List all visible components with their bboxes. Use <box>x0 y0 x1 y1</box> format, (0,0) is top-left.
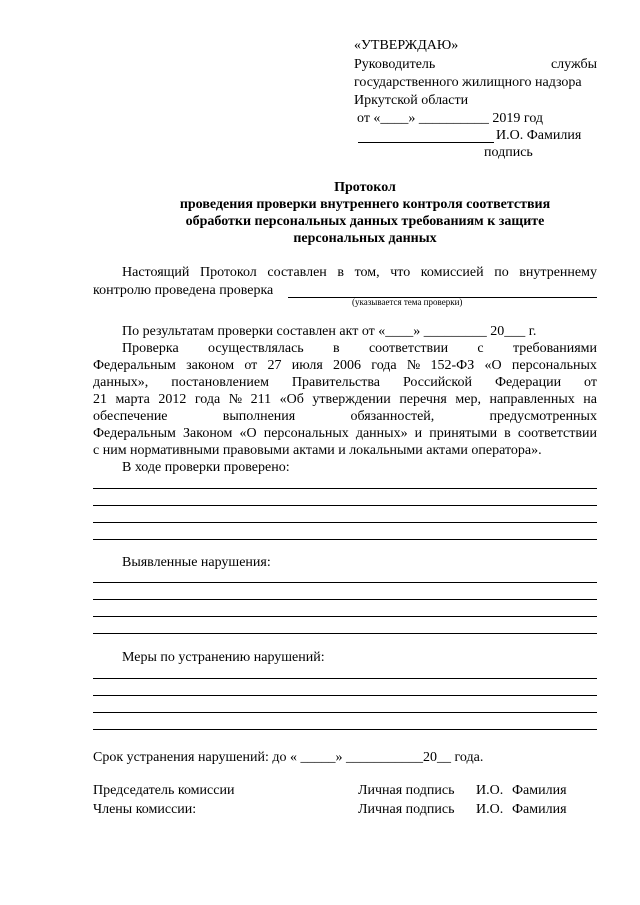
measures-line <box>93 729 597 730</box>
member-initials: И.О. <box>476 802 504 817</box>
measures-line <box>93 695 597 696</box>
chairman-initials: И.О. <box>476 783 504 798</box>
results-line-7: с ним нормативными правовыми актами и локальными актами оператора». <box>93 443 542 458</box>
members-role: Члены комиссии: <box>93 802 197 817</box>
violations-line <box>93 633 597 634</box>
chairman-signature: Личная подпись <box>358 783 455 798</box>
violations-label: Выявленные нарушения: <box>122 555 271 570</box>
violations-line <box>93 616 597 617</box>
results-line-1: Проверка осуществлялась в соответствии с требованиями <box>122 341 597 356</box>
results-line-5: обеспечение выполнения обязанностей, предусмотренных <box>93 409 597 424</box>
doc-subtitle-2: обработки персональных данных требованиям к защите <box>185 214 545 229</box>
approval-signature-line <box>358 142 494 143</box>
approval-line-3: Иркутской области <box>354 93 469 108</box>
approval-date: от «____» __________ 2019 год <box>357 111 544 126</box>
deadline-line: Срок устранения нарушений: до « _____» ___________20__ года. <box>93 750 484 765</box>
chairman-role: Председатель комиссии <box>93 783 235 798</box>
approval-signature-caption: подпись <box>484 145 533 160</box>
results-line-6: Федеральным Законом «О персональных данных» и принятыми в соответствии <box>93 426 597 441</box>
measures-line <box>93 678 597 679</box>
approval-stamp: «УТВЕРЖДАЮ» <box>354 38 459 53</box>
results-line-3: данных», постановлением Правительства Российской Федерации от <box>93 375 597 390</box>
chairman-surname: Фамилия <box>512 783 567 798</box>
approval-line-1 <box>354 57 597 73</box>
topic-caption: (указывается тема проверки) <box>352 297 463 307</box>
violations-line <box>93 599 597 600</box>
approval-line-2: государственного жилищного надзора <box>354 75 582 90</box>
approval-position: Руководитель <box>354 57 436 72</box>
doc-subtitle-3: персональных данных <box>293 231 437 246</box>
checked-line <box>93 539 597 540</box>
checked-line <box>93 522 597 523</box>
member-surname: Фамилия <box>512 802 567 817</box>
intro-line-1: Настоящий Протокол составлен в том, что комиссией по внутреннему <box>122 265 597 280</box>
approval-service: службы <box>550 57 597 72</box>
measures-label: Меры по устранению нарушений: <box>122 650 325 665</box>
checked-line <box>93 505 597 506</box>
checked-line <box>93 488 597 489</box>
checked-label: В ходе проверки проверено: <box>122 460 290 475</box>
member-signature: Личная подпись <box>358 802 455 817</box>
results-line-2: Федеральным законом от 27 июля 2006 года № 152-ФЗ «О персональных <box>93 358 597 373</box>
measures-line <box>93 712 597 713</box>
doc-title: Протокол <box>334 180 396 195</box>
doc-subtitle-1: проведения проверки внутреннего контроля соответствия <box>179 197 551 212</box>
violations-line <box>93 582 597 583</box>
act-line: По результатам проверки составлен акт от «____» _________ 20___ г. <box>122 324 537 339</box>
approval-name: И.О. Фамилия <box>496 128 582 143</box>
intro-line-2: контролю проведена проверка <box>93 283 274 298</box>
results-line-4: 21 марта 2012 года № 211 «Об утверждении перечня мер, направленных на <box>93 392 597 407</box>
